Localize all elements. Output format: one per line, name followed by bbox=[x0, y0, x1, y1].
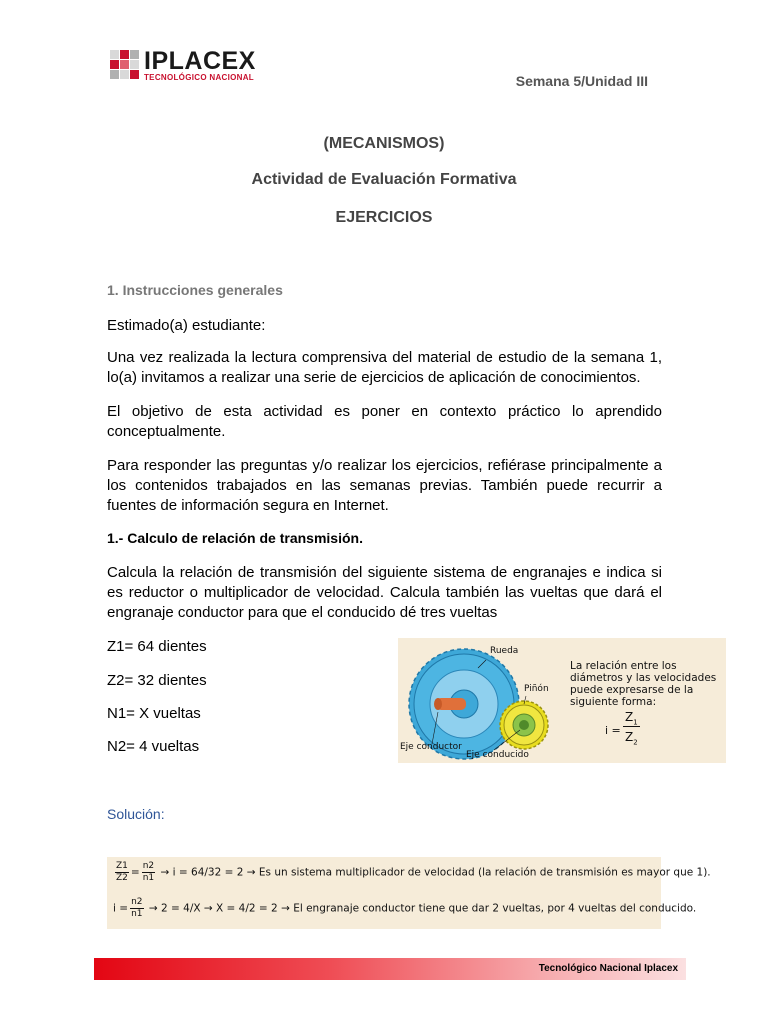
section-heading-instructions: 1. Instrucciones generales bbox=[107, 282, 283, 298]
solution-line-2-text: → 2 = 4/X → X = 4/2 = 2 → El engranaje conductor tiene que dar 2 vueltas, por 4 vueltas del conducido. bbox=[148, 902, 697, 915]
fraction-n2 bbox=[130, 897, 143, 920]
frac-z-den: Z2 bbox=[116, 873, 128, 883]
exercise-title: 1.- Calculo de relación de transmisión. bbox=[107, 530, 363, 546]
datum-z2: Z2= 32 dientes bbox=[107, 672, 207, 689]
document-subtitle: Actividad de Evaluación Formativa bbox=[251, 171, 517, 188]
frac-n-den: n1 bbox=[142, 873, 155, 883]
solution-label: Solución: bbox=[107, 806, 165, 822]
iplacex-logo bbox=[110, 47, 260, 86]
ratio-formula bbox=[605, 710, 665, 750]
datum-n2: N2= 4 vueltas bbox=[107, 738, 200, 755]
driving-shaft-icon bbox=[434, 698, 466, 710]
equals-sign: = bbox=[130, 866, 140, 879]
objective-paragraph: El objetivo de esta actividad es poner en contexto práctico lo aprendido conceptualmente. bbox=[107, 403, 662, 440]
formula-num-sub: 1 bbox=[633, 718, 638, 727]
fraction-n bbox=[142, 861, 155, 884]
footer-text: Tecnológico Nacional Iplacex bbox=[538, 963, 678, 974]
solution-line-1-text: → i = 64/32 = 2 → Es un sistema multiplicador de velocidad (la relación de transmisión es mayor que 1). bbox=[160, 866, 711, 879]
logo-squares-icon bbox=[110, 50, 140, 80]
brand-name: IPLACEX bbox=[144, 47, 256, 75]
intro-paragraph: Una vez realizada la lectura comprensiva del material de estudio de la semana 1, lo(a) invitamos a realizar una serie de ejercicios de aplicación de conocimientos. bbox=[107, 349, 662, 386]
exercise-statement: Calcula la relación de transmisión del siguiente sistema de engranajes e indica si es reductor o multiplicador de velocidad. Calcula también las vueltas que dará el engranaje conductor para que el conducido dé tres vueltas bbox=[107, 564, 662, 621]
frac-z-num: Z1 bbox=[116, 861, 128, 871]
pinion-gear-icon bbox=[500, 701, 548, 749]
document-title: (MECANISMOS) bbox=[323, 135, 445, 152]
greeting-paragraph: Estimado(a) estudiante: bbox=[107, 317, 266, 334]
frac-n2-den: n1 bbox=[131, 909, 143, 919]
solution-line-1 bbox=[113, 861, 711, 884]
gear-figure bbox=[398, 638, 726, 763]
label-pinon: Piñón bbox=[524, 684, 549, 694]
label-eje-conductor: Eje conductor bbox=[400, 742, 462, 752]
frac-n-num: n2 bbox=[142, 861, 155, 871]
solution-box bbox=[107, 857, 711, 929]
formula-den-sub: 2 bbox=[633, 738, 638, 747]
datum-n1: N1= X vueltas bbox=[107, 705, 201, 722]
week-unit-label: Semana 5/Unidad III bbox=[515, 73, 648, 89]
formula-lhs: i = bbox=[605, 724, 621, 737]
document-section-title: EJERCICIOS bbox=[335, 209, 433, 226]
label-eje-conducido: Eje conducido bbox=[466, 750, 529, 760]
formula-numerator bbox=[623, 710, 640, 727]
formula-den-symbol: Z bbox=[625, 730, 634, 744]
label-rueda: Rueda bbox=[490, 646, 519, 656]
datum-z1: Z1= 64 dientes bbox=[107, 638, 207, 655]
frac-n2-num: n2 bbox=[131, 897, 143, 907]
figure-description: La relación entre los diámetros y las velocidades puede expresarse de la siguiente forma: bbox=[570, 660, 717, 708]
solution-line-2-lhs: i = bbox=[113, 902, 129, 915]
instructions-paragraph: Para responder las preguntas y/o realizar los ejercicios, refiérase principalmente a los contenidos trabajados en las semanas previas. También puede recurrir a fuentes de información segura en Internet. bbox=[107, 457, 662, 514]
fraction-z bbox=[115, 861, 129, 884]
formula-num-symbol: Z bbox=[625, 710, 634, 724]
solution-line-2 bbox=[113, 897, 696, 920]
brand-subtitle: TECNOLÓGICO NACIONAL bbox=[144, 73, 254, 82]
formula-denominator bbox=[623, 730, 640, 746]
